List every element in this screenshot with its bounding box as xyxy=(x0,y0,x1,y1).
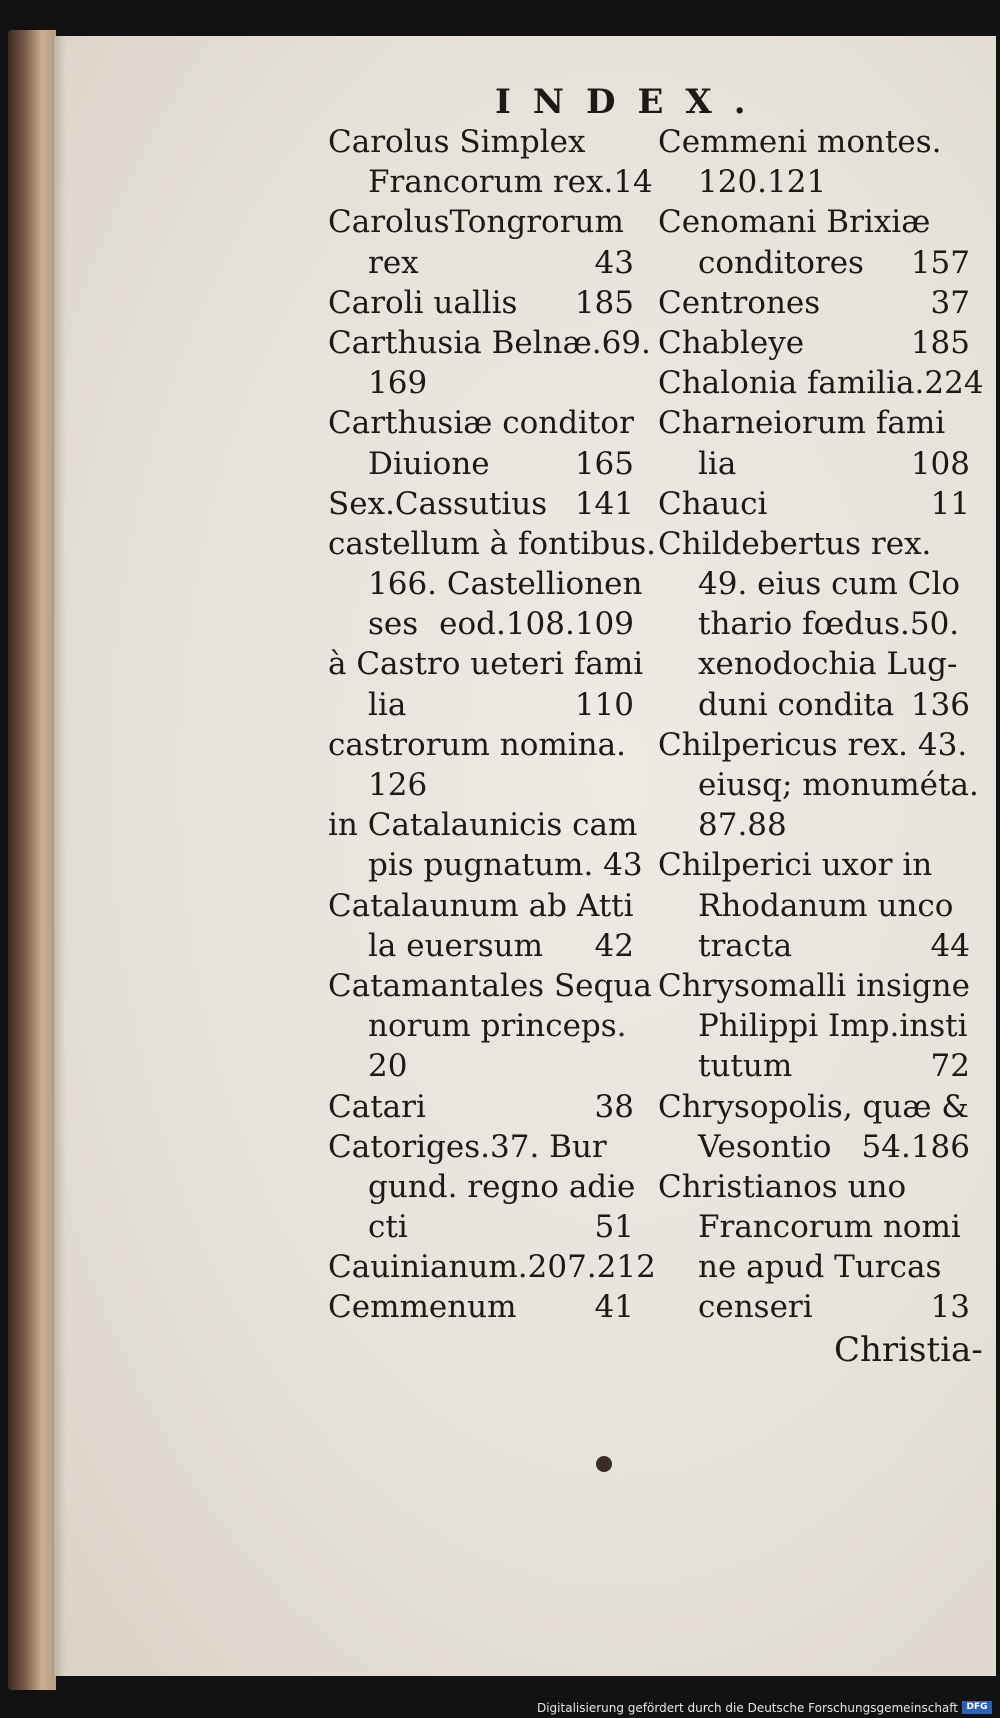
index-entry-text: Sex.Cassutius xyxy=(328,485,548,522)
index-column-left xyxy=(328,122,656,1328)
index-entry-text: la euersum xyxy=(368,927,543,964)
index-entry-text: Chalonia familia.224 xyxy=(658,365,984,402)
index-entry-line xyxy=(658,444,970,484)
index-entry-text: 87.88 xyxy=(698,807,787,844)
index-entry-line xyxy=(658,966,970,1006)
index-entry-line xyxy=(328,926,634,966)
page-edge-shadow xyxy=(52,36,66,1676)
index-entry-line xyxy=(328,283,634,323)
index-entry-text: Catoriges.37. Bur xyxy=(328,1128,607,1165)
index-entry-line xyxy=(328,484,634,524)
index-entry-line xyxy=(658,1087,970,1127)
index-entry-text: Cenomani Brixiæ xyxy=(658,204,931,241)
index-entry-text: 169 xyxy=(368,365,428,402)
index-entry-line xyxy=(658,805,970,845)
index-entry-text: 166. Castellionen xyxy=(368,566,643,603)
index-entry-text: 49. eius cum Clo xyxy=(698,566,961,603)
index-page-ref: 108 xyxy=(910,445,970,482)
index-column-right xyxy=(658,122,984,1328)
index-entry-text: Charneiorum fami xyxy=(658,405,946,442)
index-entry-line xyxy=(658,363,984,403)
index-page-ref: 51 xyxy=(594,1209,634,1246)
index-entry-text: lia xyxy=(698,445,737,482)
index-entry-line xyxy=(658,202,970,242)
index-entry-text: Centrones xyxy=(658,284,821,321)
index-entry-text: Catari xyxy=(328,1088,426,1125)
index-entry-line xyxy=(328,564,643,604)
index-entry-line xyxy=(658,122,970,162)
index-entry-text: pis pugnatum. 43 xyxy=(368,847,643,884)
index-entry-text: 120.121 xyxy=(698,164,827,201)
index-entry-text: castellum à fontibus. xyxy=(328,525,656,562)
index-entry-line xyxy=(658,524,970,564)
index-entry-text: Childebertus rex. xyxy=(658,525,932,562)
index-entry-line xyxy=(328,363,634,403)
index-entry-line xyxy=(658,1006,970,1046)
index-entry-line xyxy=(328,1046,634,1086)
index-entry-line xyxy=(328,1287,634,1327)
index-entry-text: ses xyxy=(368,606,419,643)
index-entry-line xyxy=(328,886,634,926)
index-entry-text: 126 xyxy=(368,767,428,803)
index-page-ref: 42 xyxy=(594,927,634,964)
index-entry-text: Caroli uallis xyxy=(328,284,518,321)
index-entry-line xyxy=(328,1087,634,1127)
index-entry-text: norum princeps. xyxy=(368,1008,627,1045)
index-entry-line xyxy=(328,444,634,484)
index-entry-line xyxy=(328,1207,634,1247)
index-page-ref: 157 xyxy=(910,244,970,281)
index-entry-line xyxy=(658,162,970,202)
catchword: Christia- xyxy=(834,1330,983,1370)
index-entry-text: Francorum nomi xyxy=(698,1209,961,1246)
index-entry-line xyxy=(328,162,653,202)
index-entry-line xyxy=(658,1046,970,1086)
index-entry-text: Carthusia Belnæ.69. xyxy=(328,324,651,361)
index-entry-line xyxy=(658,1207,970,1247)
index-entry-line xyxy=(658,564,970,604)
index-page-ref: 13 xyxy=(930,1289,970,1326)
index-entry-text: Carolus Simplex xyxy=(328,124,586,160)
index-page-ref: 11 xyxy=(930,485,970,522)
index-entry-line xyxy=(328,966,652,1006)
index-entry-text: eiusq; monuméta. xyxy=(698,767,979,803)
index-page-ref: 44 xyxy=(930,927,970,964)
index-entry-line xyxy=(658,725,970,765)
index-entry-line xyxy=(328,604,634,644)
index-page-ref: 185 xyxy=(574,284,634,321)
index-entry-line xyxy=(658,685,970,725)
index-entry-text: thario fœdus.50. xyxy=(698,606,960,643)
footer-credit: Digitalisierung gefördert durch die Deutsche Forschungsgemeinschaft xyxy=(536,1701,958,1715)
index-entry-text: censeri xyxy=(698,1289,813,1326)
index-entry-text: Chableye xyxy=(658,324,805,361)
index-page-ref: 165 xyxy=(574,445,634,482)
index-entry-line xyxy=(328,1006,634,1046)
index-entry-text: Philippi Imp.insti xyxy=(698,1008,968,1045)
index-entry-text: lia xyxy=(368,686,407,723)
index-page-ref: 43 xyxy=(594,244,634,281)
index-entry-line xyxy=(328,1167,634,1207)
index-entry-line xyxy=(328,202,634,242)
index-entry-line xyxy=(328,685,634,725)
index-entry-line xyxy=(328,725,634,765)
index-entry-text: Chilperici uxor in xyxy=(658,847,933,884)
index-entry-text: Francorum rex.14 xyxy=(368,164,653,201)
index-page-ref: 37 xyxy=(930,284,970,321)
index-entry-text: Vesontio xyxy=(698,1128,832,1165)
index-entry-line xyxy=(328,524,656,564)
index-page-ref: 41 xyxy=(594,1289,634,1326)
index-entry-text: Chrysomalli insigne xyxy=(658,967,970,1004)
index-entry-text: Cemmenum xyxy=(328,1289,517,1326)
index-entry-line xyxy=(658,403,970,443)
ink-blot xyxy=(596,1456,612,1472)
index-entry-line xyxy=(658,283,970,323)
index-entry-text: tutum xyxy=(698,1048,793,1085)
index-entry-line xyxy=(658,926,970,966)
index-entry-line xyxy=(658,604,970,644)
index-entry-line xyxy=(328,765,634,805)
index-entry-text: Chauci xyxy=(658,485,768,522)
index-entry-line xyxy=(658,1247,970,1287)
index-entry-line xyxy=(328,1247,656,1287)
index-entry-text: in Catalaunicis cam xyxy=(328,807,638,844)
index-entry-line xyxy=(658,845,970,885)
index-page-ref: 141 xyxy=(574,485,634,522)
index-page-ref: 38 xyxy=(594,1088,634,1125)
index-entry-text: Carthusiæ conditor xyxy=(328,405,634,442)
dfg-logo: DFG xyxy=(962,1701,992,1714)
index-entry-text: xenodochia Lug- xyxy=(698,646,958,683)
index-entry-line xyxy=(658,886,970,926)
index-entry-text: Catamantales Sequa xyxy=(328,967,652,1004)
index-page-ref: 185 xyxy=(910,324,970,361)
index-entry-text: Cemmeni montes. xyxy=(658,124,942,160)
index-entry-text: gund. regno adie xyxy=(368,1168,636,1205)
index-page-ref: 54.186 xyxy=(861,1128,970,1165)
index-entry-text: rex xyxy=(368,244,419,281)
index-entry-text: ne apud Turcas xyxy=(698,1249,942,1286)
index-entry-line xyxy=(328,243,634,283)
index-entry-text: conditores xyxy=(698,244,864,281)
index-entry-line xyxy=(658,1167,970,1207)
index-page-ref: 136 xyxy=(910,686,970,723)
index-entry-line xyxy=(658,484,970,524)
index-entry-line xyxy=(328,403,634,443)
index-entry-text: duni condita xyxy=(698,686,895,723)
index-entry-text: Rhodanum unco xyxy=(698,887,954,924)
index-entry-line xyxy=(658,243,970,283)
index-entry-text: 20 xyxy=(368,1048,408,1085)
index-entry-line xyxy=(658,323,970,363)
index-page-ref: 72 xyxy=(930,1048,970,1085)
book-spine xyxy=(8,30,56,1690)
index-entry-line xyxy=(658,1287,970,1327)
index-entry-text: Cauinianum.207.212 xyxy=(328,1249,656,1286)
index-entry-line xyxy=(658,765,979,805)
index-entry-text: CarolusTongrorum xyxy=(328,204,624,241)
index-entry-text: Christianos uno xyxy=(658,1168,907,1205)
index-entry-line xyxy=(328,1127,634,1167)
index-entry-text: à Castro ueteri fami xyxy=(328,646,644,683)
page-header: INDEX. xyxy=(495,82,768,122)
index-entry-text: tracta xyxy=(698,927,793,964)
index-entry-text: castrorum nomina. xyxy=(328,726,626,763)
index-page-ref: eod.108.109 xyxy=(439,606,634,643)
index-entry-line xyxy=(328,805,638,845)
index-entry-line xyxy=(328,122,634,162)
index-entry-line xyxy=(328,644,644,684)
index-entry-text: Chrysopolis, quæ & xyxy=(658,1088,969,1125)
index-entry-line xyxy=(328,323,651,363)
index-entry-line xyxy=(328,845,643,885)
index-entry-text: cti xyxy=(368,1209,408,1246)
index-page-ref: 110 xyxy=(574,686,634,723)
index-entry-text: Diuione xyxy=(368,445,490,482)
index-entry-line xyxy=(658,644,970,684)
index-entry-text: Chilpericus rex. 43. xyxy=(658,726,968,763)
index-entry-text: Catalaunum ab Atti xyxy=(328,887,634,924)
index-entry-line xyxy=(658,1127,970,1167)
